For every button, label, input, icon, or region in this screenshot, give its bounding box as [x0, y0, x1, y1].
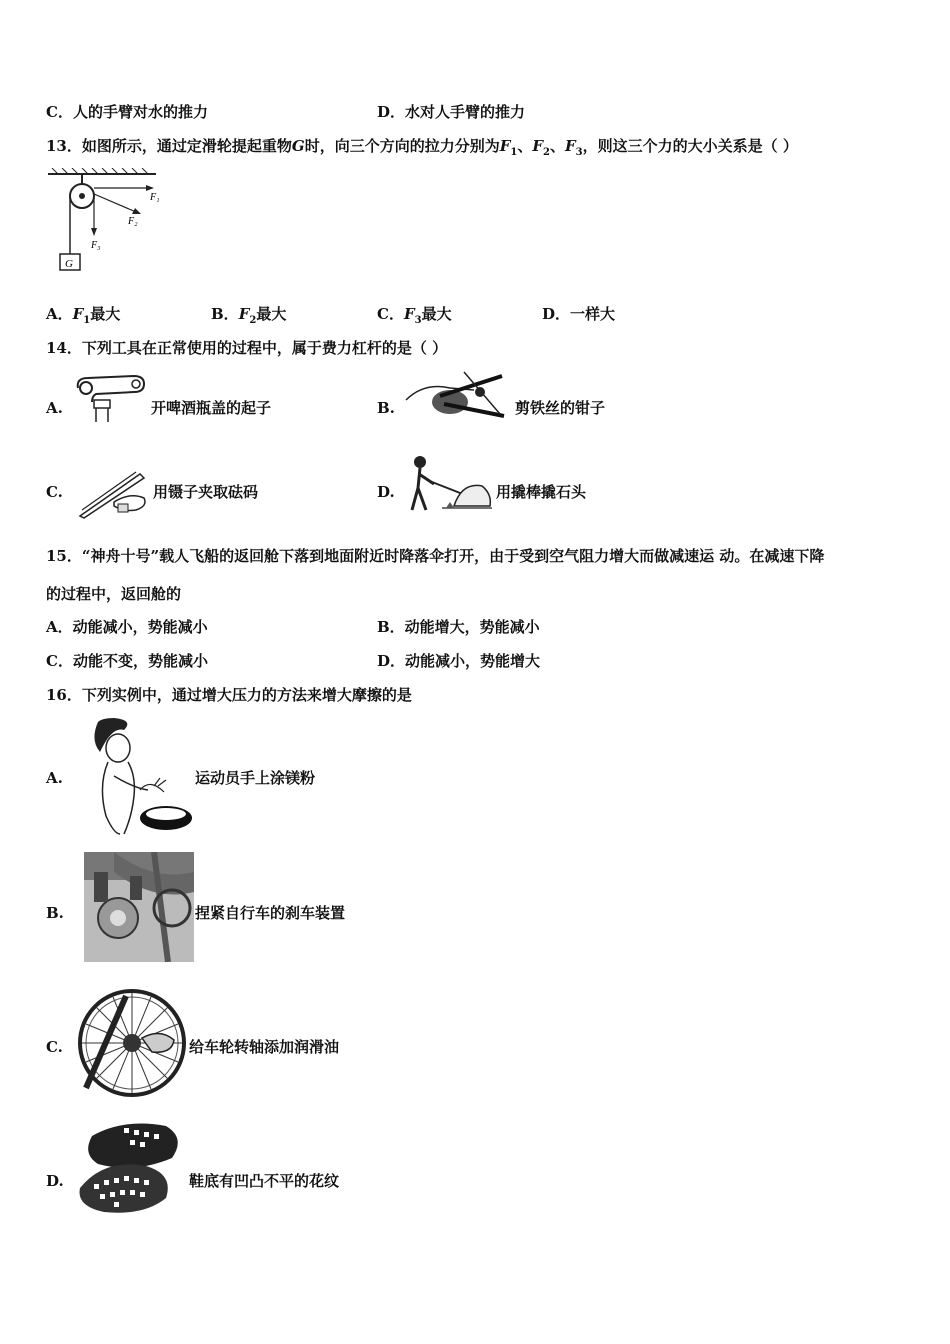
pulley-figure — [44, 168, 174, 278]
q15-stem-line1: 15．“神舟十号”载人飞船的返回舱下落到地面附近时降落伞打开，由于受到空气阻力增大而做减速运 动。在减速下降 — [46, 547, 825, 565]
q14-stem: 14．下列工具在正常使用的过程中，属于费力杠杆的是（ ） — [46, 339, 448, 357]
svg-text:G: G — [65, 258, 73, 270]
svg-text:F₃: F₃ — [91, 240, 101, 251]
q14-option-d-text: 用撬棒撬石头 — [496, 483, 587, 501]
q16-option-a-text: 运动员手上涂镁粉 — [195, 769, 316, 787]
bottle-opener-image — [74, 372, 146, 422]
q14-option-d-letter: D. — [377, 483, 395, 501]
q13-option-d: D．一样大 — [542, 305, 616, 323]
q16-option-a-letter: A. — [46, 769, 63, 787]
q14-option-a-text: 开啤酒瓶盖的起子 — [151, 399, 272, 417]
q16-option-b-letter: B. — [46, 904, 64, 922]
q13-option-b: B．$F_2$最大 — [211, 305, 287, 326]
q14-option-a-letter: A. — [46, 399, 63, 417]
tweezers-image — [74, 466, 152, 520]
q12-option-c: C．人的手臂对水的推力 — [46, 103, 208, 121]
q16-option-c-letter: C. — [46, 1038, 63, 1056]
q13-option-a: A．$F_1$最大 — [46, 305, 121, 326]
wheel-axle-image — [76, 988, 188, 1098]
q16-option-d-letter: D. — [46, 1172, 64, 1190]
pliers-image — [404, 370, 510, 422]
svg-text:F₁: F₁ — [150, 192, 160, 203]
bicycle-brake-image — [84, 852, 194, 962]
q16-stem: 16．下列实例中，通过增大压力的方法来增大摩擦的是 — [46, 686, 412, 704]
q15-option-d: D．动能减小，势能增大 — [377, 652, 541, 670]
q13-stem: 13．如图所示，通过定滑轮提起重物G时，向三个方向的拉力分别为$F_1$、$F_2$、$F_3$，则这三个力的大小关系是（ ） — [46, 137, 798, 158]
q15-stem-line2: 的过程中，返回舱的 — [46, 585, 182, 603]
q15-option-c: C．动能不变，势能减小 — [46, 652, 208, 670]
q14-option-b-text: 剪铁丝的钳子 — [515, 399, 606, 417]
q14-option-c-letter: C. — [46, 483, 63, 501]
q15-option-a: A．动能减小，势能减小 — [46, 618, 208, 636]
q15-option-b: B．动能增大，势能减小 — [377, 618, 540, 636]
svg-text:F₂: F₂ — [128, 216, 138, 227]
q13-option-c: C．$F_3$最大 — [377, 305, 452, 326]
crowbar-image — [402, 454, 494, 514]
q16-option-d-text: 鞋底有凹凸不平的花纹 — [189, 1172, 340, 1190]
q14-option-c-text: 用镊子夹取砝码 — [153, 483, 259, 501]
q16-option-c-text: 给车轮转轴添加润滑油 — [189, 1038, 340, 1056]
athlete-chalk-image — [84, 716, 194, 836]
q12-option-d: D．水对人手臂的推力 — [377, 103, 526, 121]
q16-option-b-text: 捏紧自行车的刹车装置 — [195, 904, 346, 922]
shoe-sole-image — [74, 1118, 188, 1218]
q14-option-b-letter: B. — [377, 399, 395, 417]
